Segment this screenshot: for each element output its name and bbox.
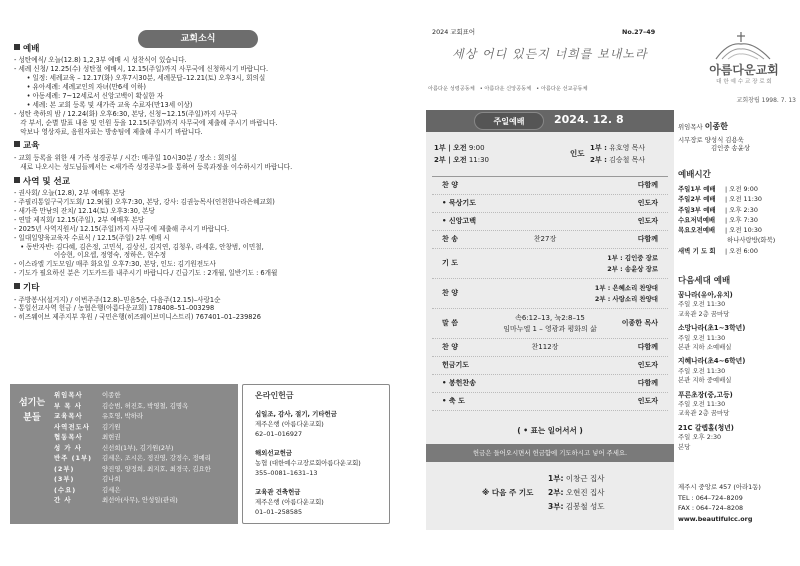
news-line: 이승현, 이요셉, 정영숙, 정하은, 현수정 [14, 251, 167, 260]
square-bullet-icon [14, 141, 20, 147]
nextgen-name: 푸른초장(중,고등) [678, 390, 733, 399]
motto-label: 2024 교회표어 [432, 28, 475, 36]
next-prayer-label: ※ 다음 주 기도 [482, 488, 534, 497]
nextgen-time: 주일 오전 11:30 [678, 400, 726, 409]
nextgen-group [678, 391, 796, 419]
news-line: • 아동세례: 7~12세로서 신앙고백이 확실한 자 [14, 92, 164, 101]
servant-names: 신선희(1부), 김기원(2부) [102, 443, 174, 452]
church-name: 아름다운교회 [709, 63, 779, 77]
schedule-time: | 오전 10:30 [725, 226, 762, 235]
worship-row [432, 213, 668, 231]
square-bullet-icon [14, 283, 20, 289]
servant-row [54, 411, 236, 422]
worship-row [432, 357, 668, 375]
nextgen-group [678, 324, 796, 352]
news-line: 악보나 영상자료, 음원자료는 방송팀에 제출해 주시기 바랍니다. [14, 127, 203, 136]
schedule-time: | 오전 9:00 [725, 185, 758, 193]
servant-row [54, 432, 236, 443]
offering-type: 교육관 건축헌금 [255, 488, 301, 496]
news-line: 새로 나오시는 성도님들께서는 <새가족 성경공부>를 통하여 등록과정을 이수하시기 바랍니다. [14, 162, 293, 171]
offering-account [255, 448, 387, 478]
schedule-name: 주일3부 예배 [678, 205, 716, 214]
servant-role: (3부) [54, 475, 75, 483]
schedule-row [678, 235, 796, 245]
leader-label: 인도 [570, 149, 585, 158]
square-bullet-icon [14, 177, 20, 183]
servant-role: 협동목사 [54, 433, 83, 441]
section-heading [14, 141, 394, 152]
news-line: - 기도가 필요하신 분은 기도카드를 내주시기 바랍니다./ 긴급기도 : 2개월, 일반기도 : 6개월 [14, 269, 278, 278]
offering-type: 십일조, 감사, 절기, 기타헌금 [255, 410, 337, 418]
servant-names: 최현권 [102, 433, 121, 441]
servant-names: 김세은 [102, 485, 121, 494]
nextgen-list [678, 291, 796, 457]
news-line: 각 부서, 순별 발표 내용 및 인원 등을 12.15(주일)까지 사무국에 제출해 주시기 바랍니다. [14, 118, 278, 127]
offering-account [255, 409, 387, 439]
servant-row [54, 401, 236, 412]
worship-item: • 묵상기도 [442, 198, 476, 207]
schedule-row [678, 205, 796, 215]
servant-row [54, 485, 236, 496]
section-heading [14, 283, 394, 294]
worship-title: 주일예배 [474, 112, 544, 130]
schedule-row [678, 215, 796, 225]
worship-item: • 축 도 [442, 396, 465, 405]
servant-names: 김나희 [102, 475, 121, 483]
servant-role: 부 목 사 [54, 401, 82, 410]
offering-number: 355–0081–1631–13 [255, 469, 318, 477]
church-logo-icon [698, 30, 788, 60]
servant-row [54, 495, 236, 506]
nextgen-group [678, 291, 796, 319]
worship-leader: 인도자 [637, 360, 658, 369]
online-offering-box [242, 384, 390, 524]
worship-item: • 봉헌찬송 [442, 378, 476, 387]
worship-panel [426, 110, 674, 530]
offering-title: 온라인헌금 [255, 391, 294, 400]
worship-item: 찬 양 [442, 180, 458, 189]
nextgen-name: 21C 갈렙홀(청년) [678, 423, 734, 432]
worship-leader: 다함께 [637, 180, 658, 189]
servant-role: 위임목사 [54, 391, 83, 399]
nextgen-name: 지혜나라(초4~6학년) [678, 357, 746, 366]
news-line: - 새가족 만남의 잔치/ 12.14(토) 오후3:30, 본당 [14, 206, 155, 215]
worship-header [426, 110, 674, 132]
next-prayer-list: 1부: 이창근 집사 2부: 오현진 집사 3부: 김봉철 성도 [548, 474, 605, 511]
section-heading-text: 예배 [23, 44, 40, 54]
nextgen-place: 교육관 2층 꿈마당 [678, 309, 730, 318]
contact-block: 제주시 중앙로 457 (아라1동) TEL : 064–724–8209 FAX : 064–724–8208 www.beautifulcc.org [678, 483, 761, 523]
worship-row [432, 375, 668, 393]
worship-row [432, 177, 668, 195]
news-line: - 주필리통일구국기도회/ 12.9(월) 오후7:30, 본당, 강사: 김권능목사(인천한나라은혜교회) [14, 198, 275, 207]
slogan-subitems: 아름다운 성령공동체 • 아름다운 신앙공동체 • 아름다운 선교공동체 [428, 86, 588, 92]
schedule-time: | 오전 11:30 [725, 195, 762, 204]
offering-bank: 제주은행 (아름다운교회) [255, 420, 324, 428]
order-of-worship [432, 176, 668, 411]
worship-row [432, 195, 668, 213]
servant-role: 사역전도사 [54, 422, 90, 431]
slogan: 세상 어디 있든지 너희를 보내노라 [452, 47, 648, 61]
stand-note: ( • 표는 일어서서 ) [517, 426, 583, 435]
servant-names: 유호영, 박하라 [102, 412, 144, 420]
schedule-row [678, 246, 796, 256]
worship-date: 2024. 12. 8 [554, 113, 624, 126]
servant-names: 이종한 [102, 391, 121, 399]
news-line: - 성탄 축하의 밤 / 12.24(화) 오후6:30, 본당, 신청~12.15(주일)까지 사무국 [14, 109, 238, 118]
news-line: • 동반자반: 김다혜, 김은정, 고민석, 김상신, 김지연, 김청우, 라세훈, 안창범, 이민철, [14, 242, 264, 251]
nextgen-time: 주일 오후 2:30 [678, 433, 722, 442]
worship-leader: 다함께 [637, 378, 658, 387]
issue-number: No.27–49 [622, 28, 656, 36]
section-heading-text: 기타 [23, 283, 40, 294]
news-title: 교회소식 [138, 30, 258, 48]
offering-note: 헌금은 들어오시면서 헌금함에 기도하시고 넣어 주세요. [426, 444, 674, 462]
worship-item: • 신앙고백 [442, 216, 476, 225]
servant-role: 교육목사 [54, 412, 83, 420]
news-body [14, 44, 394, 322]
offering-type: 해외선교헌금 [255, 449, 293, 457]
section-heading-text: 사역 및 선교 [23, 176, 70, 187]
servant-role: 간 사 [54, 496, 72, 504]
schedule-name: 목요오전예배 [678, 226, 716, 235]
worship-item: 찬 송 [442, 234, 458, 243]
offering-accounts [255, 409, 387, 526]
section-heading-text: 교육 [23, 141, 40, 152]
servant-names: 양진영, 양정희, 최지호, 최경국, 김요한 [102, 464, 211, 473]
servant-role: (수요) [54, 485, 77, 494]
news-line: - 교회 등록을 위한 새 가족 성경공부 / 시간: 매주일 10시30분 / 장소 : 회의실 [14, 153, 237, 162]
news-line: - 이스라엘 기도모임/ 매주 화요일 오후7:30, 본당, 인도: 김기원전도사 [14, 260, 216, 269]
worship-detail: 찬27장 [533, 234, 557, 243]
servant-row [54, 443, 236, 454]
nextgen-place: 교육관 2층 꿈마당 [678, 409, 730, 418]
worship-leader: 다함께 [637, 342, 658, 351]
schedule-time: | 오후 2:30 [725, 205, 758, 214]
schedule-name: 주일1부 예배 [678, 185, 716, 193]
schedule-row [678, 225, 796, 235]
nextgen-name: 꿈나라(유아,유치) [678, 291, 733, 299]
news-line: - 2025년 사역지원서/ 12.15(주일)까지 사무국에 제출해 주시기 바랍니다. [14, 224, 230, 233]
worship-times: 1부 | 오전 9:00 2부 | 오전 11:30 [434, 144, 490, 164]
servant-role: (2부) [54, 464, 75, 473]
worship-row [432, 393, 668, 411]
nextgen-group [678, 357, 796, 385]
servant-row [54, 422, 236, 433]
news-line: - 연말 제직회/ 12.15(주일), 2부 예배후 본당 [14, 215, 145, 224]
servant-names: 김세은, 조시은, 정진영, 강정수, 정예리 [102, 454, 211, 462]
pastors-block: 위임목사 이종한 시무장로 양성식 김용욱 김인중 송윤상 [678, 122, 751, 153]
worship-leaders: 1부 : 유호영 목사 2부 : 김승철 목사 [590, 144, 646, 164]
news-line: - 통일선교사역 헌금 / 농협은행(아름다운교회) 178408–51–003298 [14, 304, 215, 313]
servant-row [54, 453, 236, 464]
servant-row [54, 390, 236, 401]
bulletin-page [400, 0, 800, 566]
nextgen-title: 다음세대 예배 [678, 276, 731, 286]
servant-role: 성 가 사 [54, 443, 82, 452]
news-line: • 유아세례: 세례교인의 자녀(만6세 이하) [14, 83, 146, 92]
worship-detail: 찬112장 [531, 342, 559, 351]
news-line: - 권사회/ 오늘(12.8), 2부 예배후 본당 [14, 189, 126, 198]
news-line: • 일정: 세례교육 – 12.17(화) 오후7시30분, 세례문답–12.21(토) 오후3시, 회의실 [14, 74, 266, 83]
news-line: - 히즈웨이브 제주지부 후원 / 국민은행(히즈웨이브미니스트리) 767401–01–239826 [14, 313, 261, 322]
choir-row: 찬 양 1부 : 은혜소리 찬양대 2부 : 사랑소리 찬양대 [432, 279, 668, 309]
schedule-time: 하나사랑방(화북) [725, 236, 776, 245]
servant-names: 김승범, 허진호, 박영철, 김명옥 [102, 401, 189, 410]
sermon-row: 말 씀 속6:12–13, 눅2:8–15 임마누엘 1 – 영광과 평화의 삶 이종한 목사 [432, 309, 668, 339]
church-denomination: 대 한 예 수 교 장 로 회 [716, 79, 772, 85]
worship-leader: 인도자 [637, 198, 658, 207]
schedule-name: 주일2부 예배 [678, 195, 716, 204]
schedule-time: | 오전 6:00 [725, 246, 758, 255]
nextgen-time: 주일 오전 11:30 [678, 300, 726, 309]
servant-row [54, 464, 236, 475]
worship-leader: 인도자 [637, 396, 658, 405]
nextgen-place: 본관 지하 소예배실 [678, 343, 732, 352]
offering-bank: 제주은행 (아름다운교회) [255, 498, 324, 506]
news-line: - 주방봉사(설거지) / 이번주주(12.8)–믿음5순, 다음주(12.15)–사랑1순 [14, 295, 221, 304]
founded-date: 교회창립 1998. 7. 13 [736, 97, 796, 104]
section-heading [14, 177, 394, 188]
servants-label: 섬기는 분들 [18, 398, 46, 423]
servant-role: 반주 (1부) [54, 454, 93, 462]
worship-row [432, 231, 668, 249]
offering-number: 62–01–016927 [255, 430, 303, 438]
news-line: - 세례 신청/ 12.25(수) 성탄절 예배시, 12.15(주일)까지 사무국에 신청하시기 바랍니다. [14, 65, 269, 74]
schedule-time: | 오후 7:30 [725, 215, 758, 224]
news-line: - 일대일양육교육자 수료식 / 12.15(주일) 2부 예배 시 [14, 233, 170, 242]
section-heading [14, 44, 394, 55]
worship-leader: 인도자 [637, 216, 658, 225]
servant-list [54, 390, 236, 506]
schedule-name: 새벽 기 도 회 [678, 246, 716, 255]
nextgen-time: 주일 오전 11:30 [678, 366, 726, 375]
news-line: • 세례: 본 교회 등록 및 새가족 교육 수료자(만13세 이상) [14, 100, 193, 109]
nextgen-time: 주일 오전 11:30 [678, 333, 726, 342]
prayer-row: 기 도 1부 : 김인중 장로 2부 : 송윤상 장로 [432, 249, 668, 279]
nextgen-place: 본관 지하 중예배실 [678, 376, 732, 385]
offering-bank: 농협 (대한예수교장로회아름다운교회) [255, 459, 361, 467]
servants-box [10, 384, 238, 524]
nextgen-name: 소망나라(초1~3학년) [678, 324, 746, 333]
news-line: - 성탄예식/ 오늘(12.8) 1,2,3부 예배 시 성찬식이 있습니다. [14, 56, 187, 65]
schedule-title: 예배시간 [678, 170, 711, 180]
nextgen-place: 본당 [678, 442, 691, 451]
servant-names: 최선아(사무), 안성일(관리) [102, 496, 178, 504]
worship-item: 헌금기도 [442, 360, 470, 369]
servant-names: 김기원 [102, 422, 121, 431]
worship-leader: 다함께 [637, 234, 658, 243]
square-bullet-icon [14, 44, 20, 50]
worship-row [432, 339, 668, 357]
offering-number: 01–01–258585 [255, 508, 303, 516]
schedule-name: 수요저녁예배 [678, 215, 716, 224]
nextgen-group [678, 424, 796, 452]
worship-item: 찬 양 [442, 342, 458, 351]
offering-account [255, 487, 387, 517]
schedule-row [678, 194, 796, 204]
schedule-row [678, 184, 796, 194]
servant-row [54, 474, 236, 485]
schedule-list [678, 184, 796, 256]
